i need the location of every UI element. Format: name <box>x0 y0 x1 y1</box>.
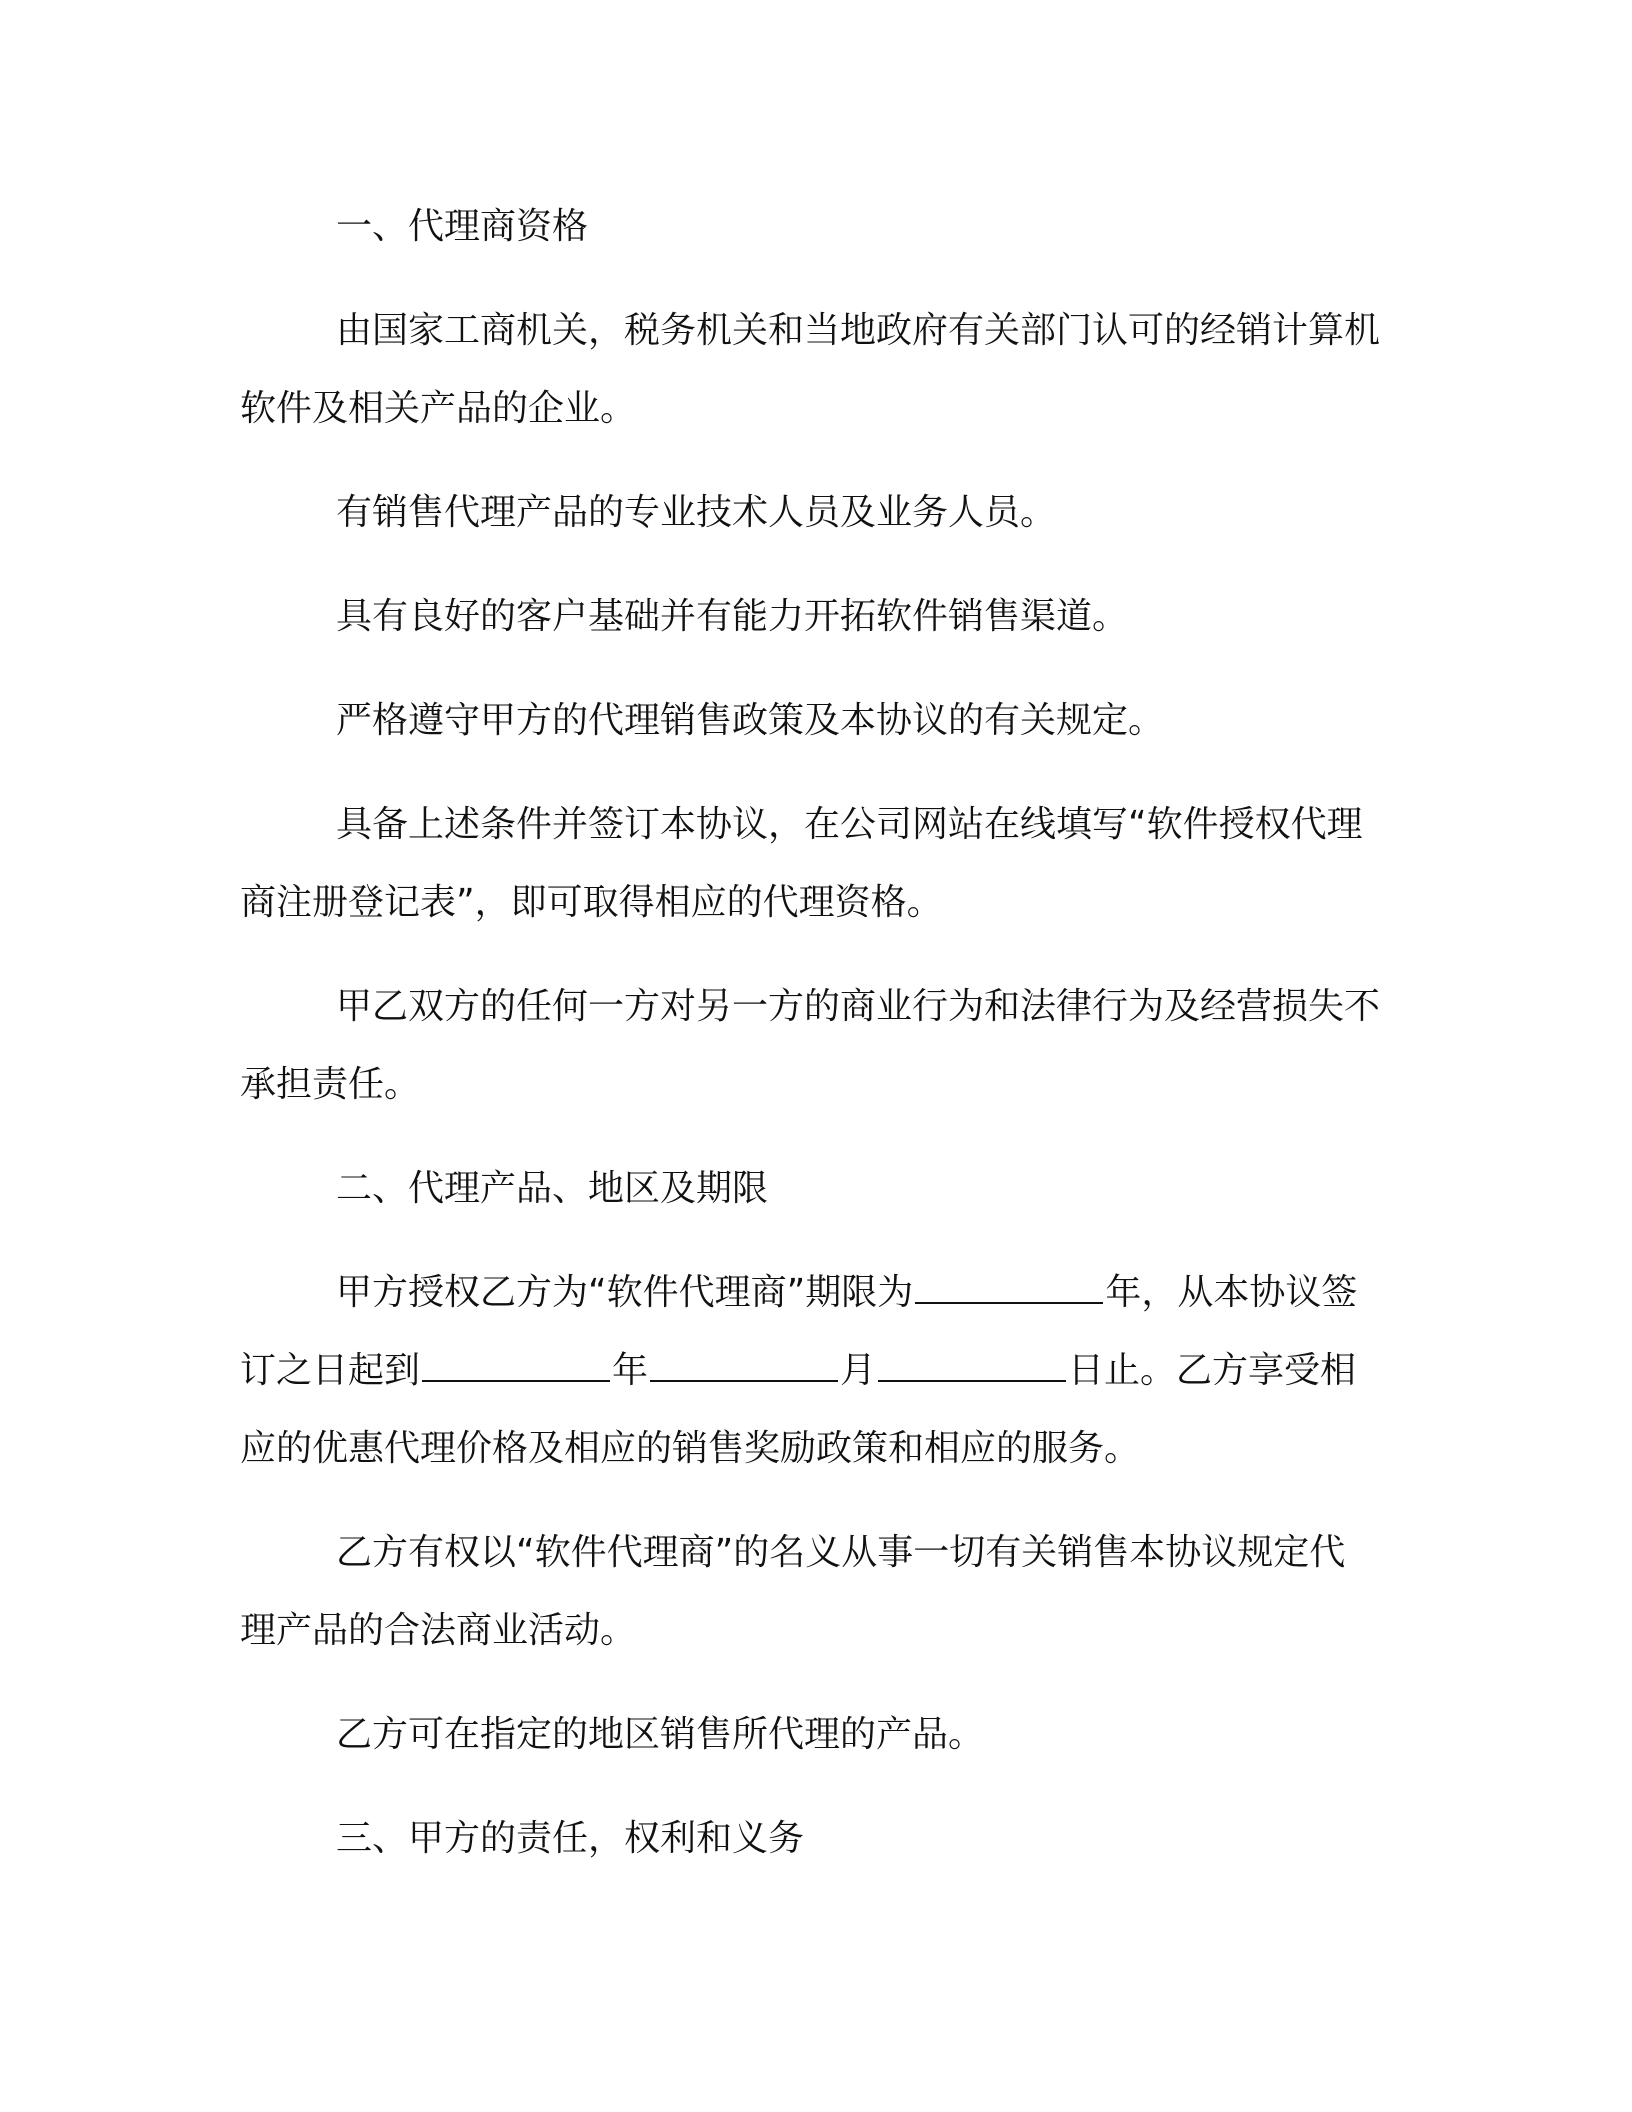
paragraph-qualification-2: 有销售代理产品的专业技术人员及业务人员。 <box>336 492 1057 533</box>
paragraph-qualification-4: 严格遵守甲方的代理销售政策及本协议的有关规定。 <box>336 700 1165 741</box>
blank-end-month-field[interactable] <box>650 1350 838 1382</box>
paragraph-liability: 甲乙双方的任何一方对另一方的商业行为和法律行为及经营损失不承担责任。 <box>240 986 1381 1105</box>
section-heading-1: 一、代理商资格 <box>336 206 589 247</box>
paragraph-term <box>240 1254 1380 1488</box>
paragraph-qualification-5: 具备上述条件并签订本协议，在公司网站在线填写“软件授权代理商注册登记表”，即可取得相应的代理资格。 <box>240 804 1363 923</box>
term-text-4: 月 <box>840 1350 877 1391</box>
blank-end-year-field[interactable] <box>422 1350 610 1382</box>
term-text-2: 年，从本协议签订之日起到 <box>240 1272 1358 1391</box>
term-text-3: 年 <box>612 1350 649 1391</box>
paragraph-rights-2: 乙方可在指定的地区销售所代理的产品。 <box>336 1714 985 1755</box>
paragraph-rights-1: 乙方有权以“软件代理商”的名义从事一切有关销售本协议规定代理产品的合法商业活动。 <box>240 1532 1346 1651</box>
blank-end-day-field[interactable] <box>878 1350 1066 1382</box>
paragraph-qualification-3: 具有良好的客户基础并有能力开拓软件销售渠道。 <box>336 596 1129 637</box>
paragraph-qualification-1: 由国家工商机关，税务机关和当地政府有关部门认可的经销计算机软件及相关产品的企业。 <box>240 310 1381 429</box>
section-heading-3: 三、甲方的责任，权利和义务 <box>336 1818 805 1859</box>
term-text-1: 甲方授权乙方为“软件代理商”期限为 <box>336 1272 914 1313</box>
section-heading-2: 二、代理产品、地区及期限 <box>336 1168 769 1209</box>
term-text-5: 日止。乙方享受相应的优惠代理价格及相应的销售奖励政策和相应的服务。 <box>240 1350 1357 1469</box>
blank-years-field[interactable] <box>915 1272 1103 1304</box>
document-body <box>240 188 1380 1878</box>
